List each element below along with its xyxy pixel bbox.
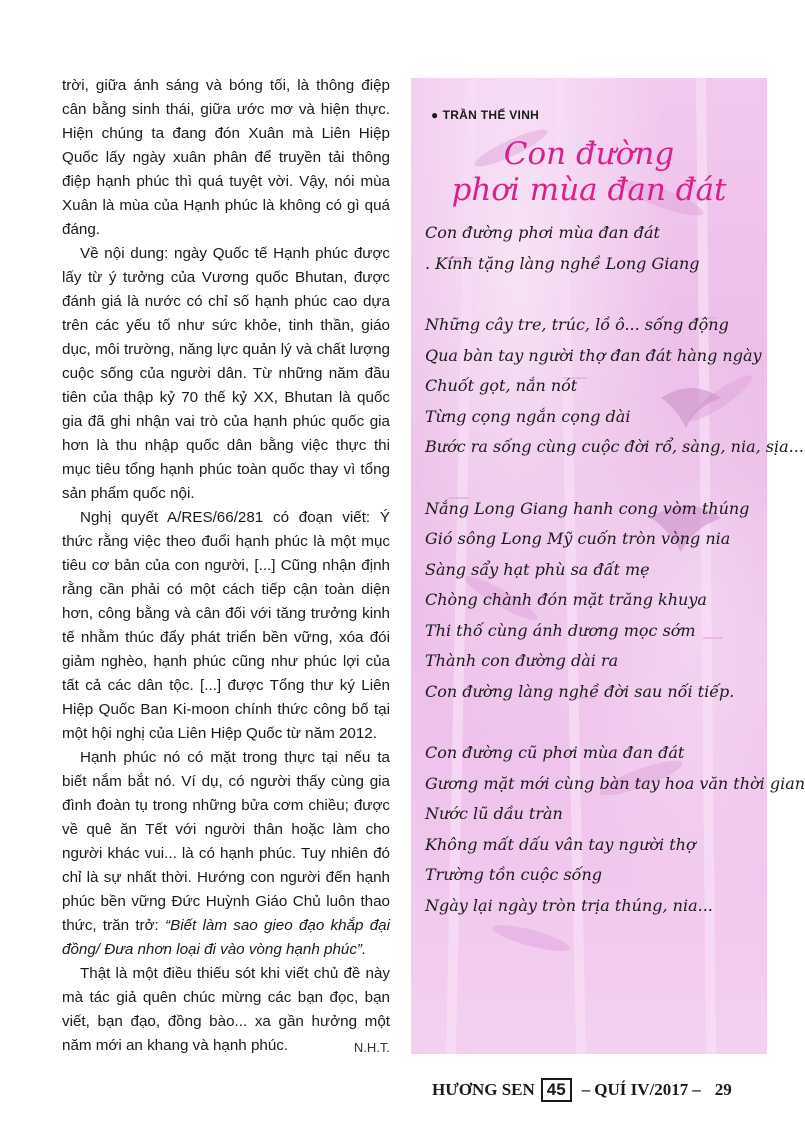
poem-line: Gió sông Long Mỹ cuốn tròn vòng nia: [425, 529, 731, 548]
poem-author-name: TRẦN THẾ VINH: [442, 108, 540, 122]
article-quote: “Biết làm sao gieo đạo khắp đại đồng/ Đưa nhơn loại đi vào vòng hạnh phúc”.: [62, 917, 390, 958]
poem-line: Con đường làng nghề đời sau nối tiếp.: [425, 681, 735, 701]
poem-verses: [425, 218, 805, 921]
article-paragraph: [62, 746, 390, 962]
poem-title-line-1: Con đường: [503, 136, 675, 172]
poem-line: Gương mặt mới cùng bàn tay hoa văn thời gian: [425, 773, 805, 793]
stanza-gap: [425, 707, 765, 738]
poem-line: . Kính tặng làng nghề Long Giang: [425, 253, 700, 273]
magazine-name: HƯƠNG SEN: [432, 1080, 535, 1099]
poem-line: Qua bàn tay người thợ đan đát hàng ngày: [425, 345, 762, 365]
poem-line: Bước ra sống cùng cuộc đời rổ, sàng, nia, sịa...: [425, 437, 804, 456]
article-paragraph: Về nội dung: ngày Quốc tế Hạnh phúc được lấy từ ý tưởng của Vương quốc Bhutan, được đánh giá là nước có chỉ số hạnh phúc cao dựa trên các yếu tố như sức khỏe, tinh thần, giáo dục, môi trường, năng lực quản lý và chất lượng cuộc sống của người dân. Từ những năm đầu tiên của thập kỷ 70 thế kỷ XX, Bhutan là quốc gia đã ghi nhận vai trò của hạnh phúc quốc gia hơn là thu nhập quốc dân bằng việc thực thi mục tiêu tổng hạnh phúc toàn quốc thay vì tổng sản phẩm quốc nội.: [62, 245, 390, 502]
poem-line: Trường tồn cuộc sống: [425, 865, 602, 884]
poem-line: Con đường phơi mùa đan đát: [425, 223, 660, 242]
stanza-gap: [425, 279, 765, 310]
issue-quarter: QUÍ IV/2017: [594, 1080, 689, 1099]
article-paragraph: Nghị quyết A/RES/66/281 có đoạn viết: Ý thức rằng việc theo đuổi hạnh phúc là một mục tiêu cơ bản của con người, [...] Cũng nhận định rằng cần phải có một cách tiếp cận toàn diện hơn, công bằng và cân đối với tăng trưởng kinh tế nhằm thúc đẩy phát triển bền vững, xóa đói giảm nghèo, hạnh phúc cũng như phúc lợi của tất cả các dân tộc. [...] được Tổng thư ký Liên Hiệp Quốc Ban Ki-moon chính thức công bố tại một hội nghị của Liên Hiệp Quốc từ năm 2012.: [62, 509, 390, 742]
poem-line: Từng cọng ngắn cọng dài: [425, 406, 631, 426]
poem-line: Nước lũ dầu tràn: [425, 804, 563, 823]
page-number: 29: [714, 1080, 732, 1099]
poem-line: Những cây tre, trúc, lồ ô... sống động: [425, 315, 729, 334]
poem-line: Chòng chành đón mặt trăng khuya: [425, 590, 707, 609]
article-body: [62, 74, 390, 1058]
footer-separator: –: [581, 1080, 591, 1099]
poem-author: [431, 108, 539, 122]
poem-line: Không mất dấu vân tay người thợ: [425, 834, 696, 854]
poem-line: Con đường cũ phơi mùa đan đát: [425, 743, 685, 762]
poem-line: Ngày lại ngày tròn trịa thúng, nia...: [425, 895, 713, 915]
poem-panel: [411, 78, 805, 1054]
bullet-icon: ●: [431, 108, 439, 122]
article-signature: N.H.T.: [353, 1040, 390, 1055]
poem-line: Thi thố cùng ánh dương mọc sớm: [425, 620, 696, 640]
footer-separator: –: [692, 1080, 701, 1099]
issue-number: 45: [541, 1078, 572, 1102]
article-paragraph-text: Hạnh phúc nó có mặt trong thực tại nếu ta biết nắm bắt nó. Ví dụ, có người thấy cùng gia đình đoàn tụ trong những bửa cơm chiều; được về quê ăn Tết với người thân hoặc làm cho người khác vui... là có hạnh phúc. Tuy nhiên đó chỉ là sự nhất thời. Hướng con người đến hạnh phúc bền vững Đức Huỳnh Giáo Chủ luôn thao thức, trăn trở:: [62, 749, 390, 934]
stanza-gap: [425, 463, 765, 494]
poem-line: Chuốt gọt, nắn nót: [425, 376, 578, 395]
poem-title-line-2: phơi mùa đan đát: [451, 172, 727, 208]
poem-title: [411, 136, 767, 208]
article-paragraph: Thật là một điều thiếu sót khi viết chủ đề này mà tác giả quên chúc mừng các bạn đọc, bạn viết, bạn đạo, đồng bào... xa gần hưởng một năm mới an khang và hạnh phúc.: [62, 965, 390, 1054]
poem-line: Nắng Long Giang hanh cong vòm thúng: [425, 498, 750, 518]
article-paragraph: trời, giữa ánh sáng và bóng tối, là thông điệp cân bằng sinh thái, giữa ước mơ và hiện thực. Hiện chúng ta đang đón Xuân mà Liên Hiệp Quốc lấy ngày xuân phân để truyền tải thông điệp hạnh phúc thì quá tuyệt vời. Vậy, nói mùa Xuân là mùa của Hạnh phúc là không có gì quá đáng.: [62, 77, 390, 238]
page-footer: [432, 1077, 732, 1103]
poem-line: Thành con đường dài ra: [425, 651, 619, 670]
poem-line: Sàng sẩy hạt phù sa đất mẹ: [425, 559, 650, 579]
